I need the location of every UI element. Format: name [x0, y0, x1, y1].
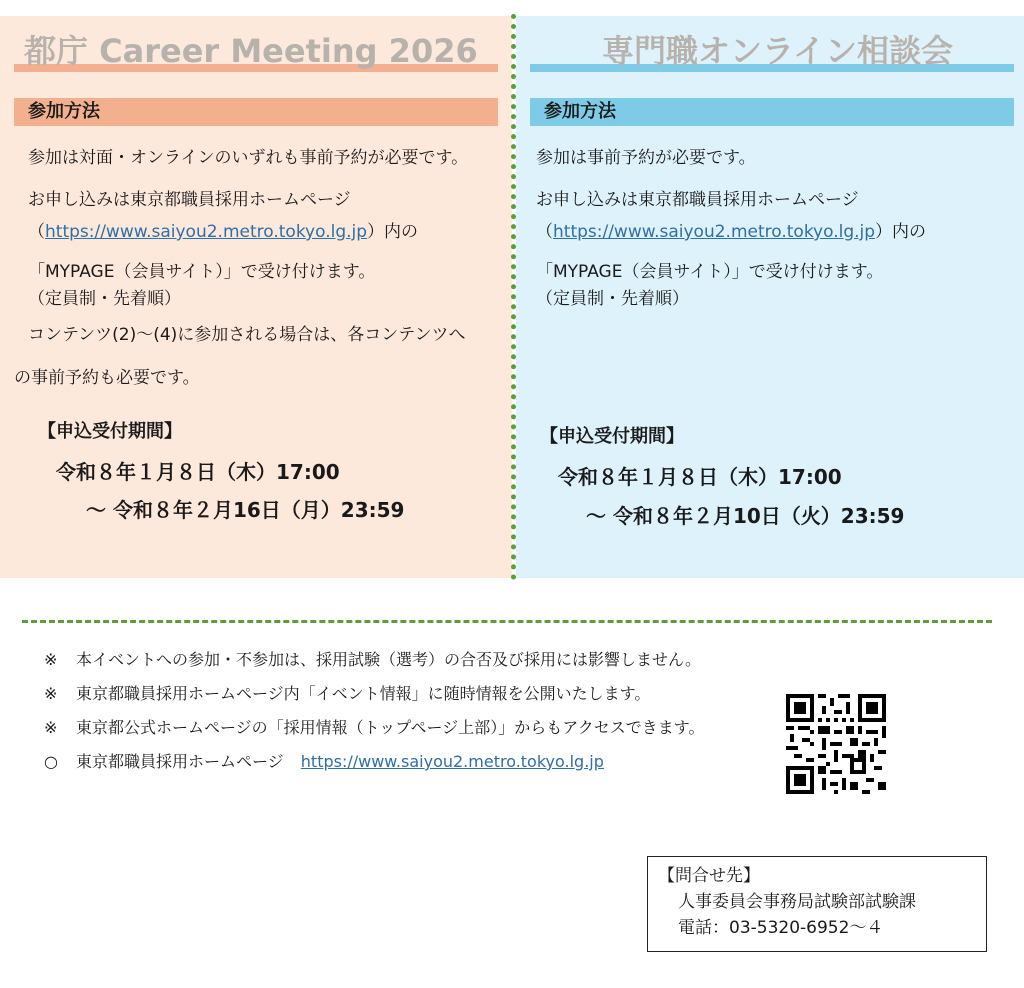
contact-phone: 電話：03-5320-6952～４: [678, 918, 884, 938]
left-p3a: コンテンツ(2)～(4)に参加される場合は、各コンテンツへ: [28, 325, 466, 345]
left-p1: 参加は対面・オンラインのいずれも事前予約が必要です。: [28, 148, 469, 168]
note-item: [44, 711, 704, 745]
note-text: 東京都公式ホームページの「採用情報（トップページ上部）」からもアクセスできます。: [76, 718, 705, 737]
note-mark: ※: [44, 684, 58, 703]
right-p2d: （定員制・先着順）: [536, 289, 689, 309]
qr-code-icon[interactable]: [786, 694, 886, 794]
contact-dept: 人事委員会事務局試験部試験課: [678, 892, 916, 912]
note-text: 本イベントへの参加・不参加は、採用試験（選考）の合否及び採用には影響しません。: [76, 650, 701, 669]
left-period-end: ～ 令和８年２月16日（月）23:59: [86, 498, 405, 522]
right-p1: 参加は事前予約が必要です。: [536, 148, 756, 168]
right-section-header: 参加方法: [530, 98, 1014, 126]
right-period-end: ～ 令和８年２月10日（火）23:59: [586, 504, 905, 528]
note-text: 東京都職員採用ホームページ: [76, 752, 284, 771]
left-saiyou-link[interactable]: https://www.saiyou2.metro.tokyo.lg.jp: [45, 222, 368, 242]
left-p2d: （定員制・先着順）: [28, 289, 181, 309]
left-period-label: 【申込受付期間】: [38, 421, 182, 442]
paren: ）内の: [875, 222, 927, 242]
note-item: [44, 677, 704, 711]
paren: （: [536, 222, 553, 242]
note-mark: ※: [44, 718, 58, 737]
footer-saiyou-link[interactable]: https://www.saiyou2.metro.tokyo.lg.jp: [300, 752, 604, 771]
horizontal-divider: [22, 620, 992, 623]
right-period-label: 【申込受付期間】: [540, 426, 684, 447]
right-saiyou-link[interactable]: https://www.saiyou2.metro.tokyo.lg.jp: [553, 222, 876, 242]
note-mark: ○: [44, 752, 58, 771]
left-p2a: お申し込みは東京都職員採用ホームページ: [28, 190, 351, 210]
notes-list: [44, 643, 704, 779]
note-mark: ※: [44, 650, 58, 669]
right-title: 専門職オンライン相談会: [602, 32, 954, 70]
note-item: [44, 643, 704, 677]
right-p2b: [536, 216, 926, 248]
left-p2c: 「MYPAGE（会員サイト）」で受け付けます。: [28, 262, 376, 282]
left-title: 都庁 Career Meeting 2026: [24, 32, 478, 70]
contact-box: [647, 856, 987, 952]
right-p2c: 「MYPAGE（会員サイト）」で受け付けます。: [536, 262, 884, 282]
contact-label: 【問合せ先】: [658, 866, 760, 886]
left-period-start: 令和８年１月８日（木）17:00: [56, 460, 340, 484]
note-item: [44, 745, 704, 779]
right-body: [536, 142, 926, 310]
right-period-start: 令和８年１月８日（木）17:00: [558, 465, 842, 489]
paren: （: [28, 222, 45, 242]
left-body: [28, 142, 468, 346]
left-section-header: 参加方法: [14, 98, 498, 126]
right-p2a: お申し込みは東京都職員採用ホームページ: [536, 190, 859, 210]
left-p3b: の事前予約も必要です。: [14, 368, 200, 388]
paren: ）内の: [367, 222, 419, 242]
left-p2b: [28, 216, 468, 248]
note-text: 東京都職員採用ホームページ内「イベント情報」に随時情報を公開いたします。: [76, 684, 651, 703]
